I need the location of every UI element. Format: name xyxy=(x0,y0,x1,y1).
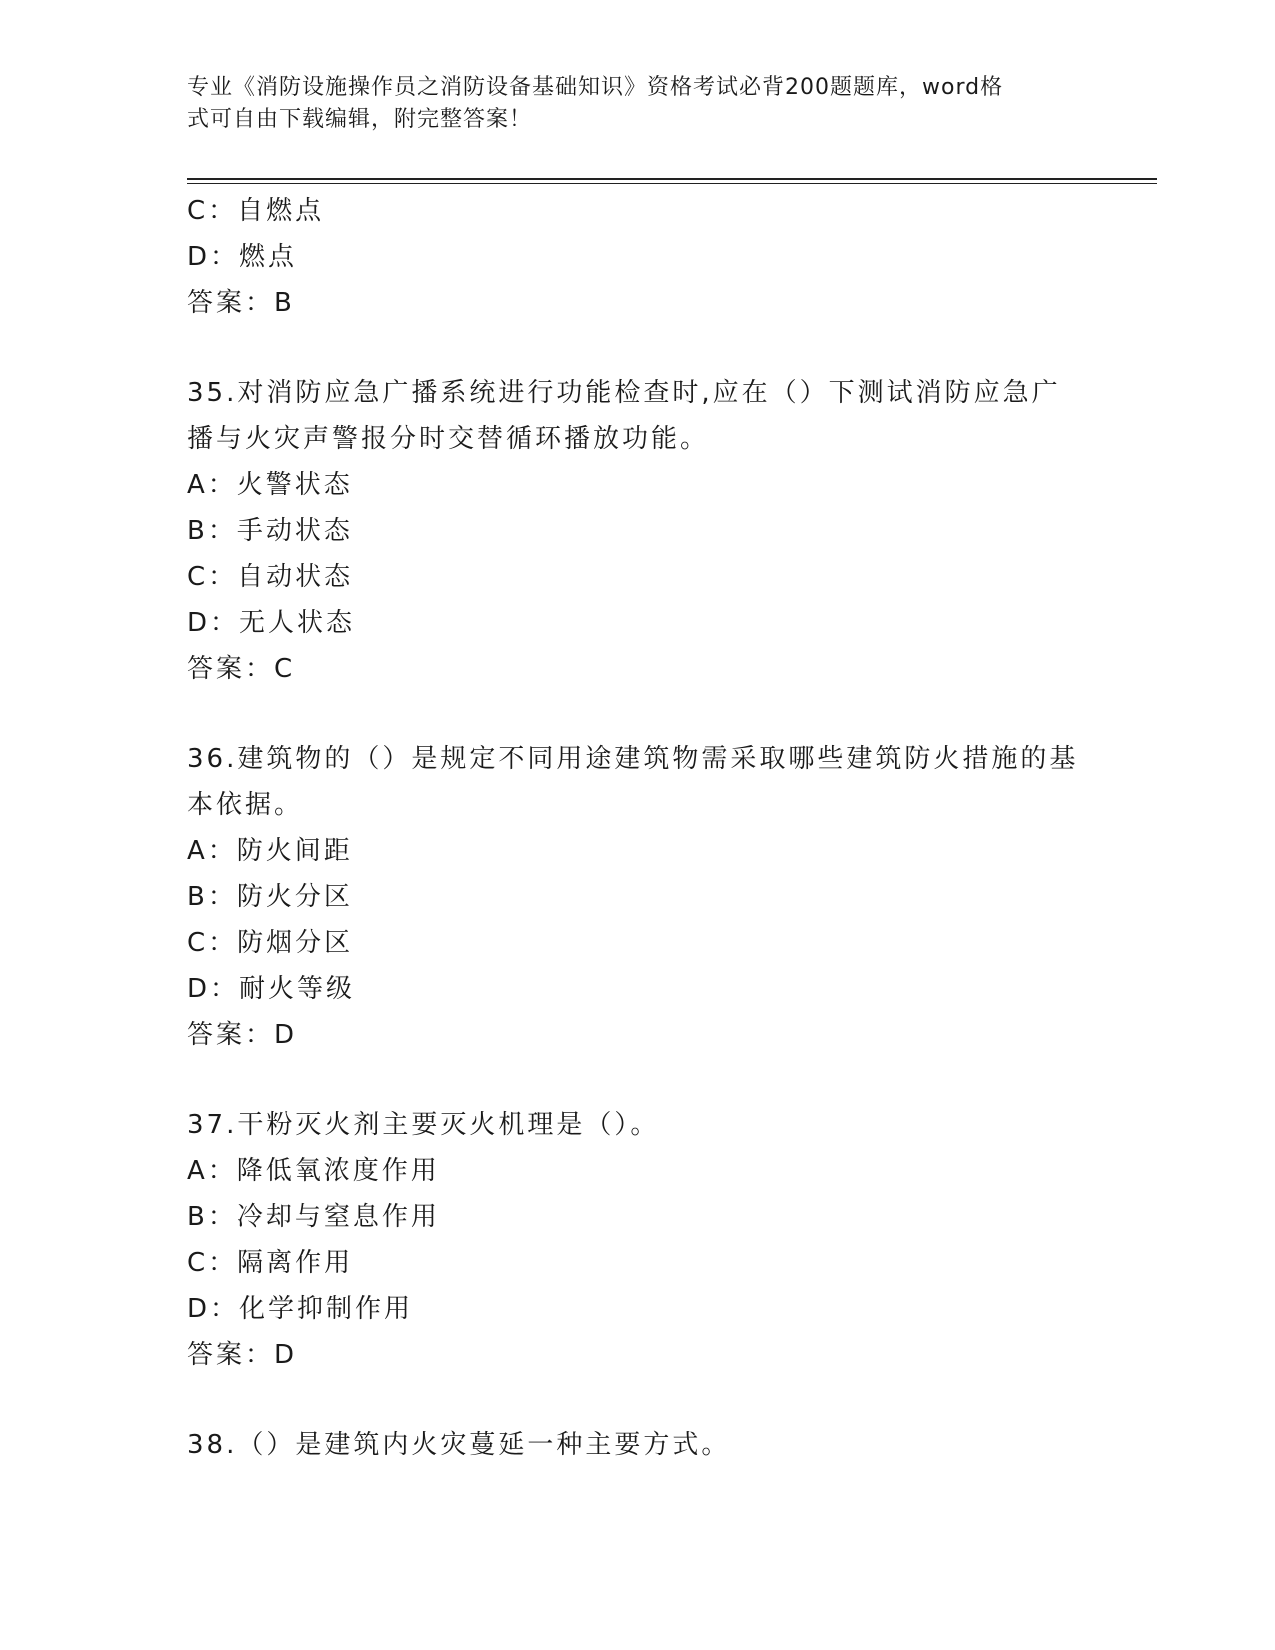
answer-line: 答案：B xyxy=(187,288,295,318)
option-a: A：降低氧浓度作用 xyxy=(187,1156,440,1186)
option-d: D：燃点 xyxy=(187,242,298,272)
question-list xyxy=(187,188,1087,1468)
header-line-2: 式可自由下载编辑，附完整答案！ xyxy=(187,107,533,132)
option-c: C：自动状态 xyxy=(187,562,354,592)
option-b: B：手动状态 xyxy=(187,516,353,546)
option-c: C：自燃点 xyxy=(187,196,325,226)
question-stem: 38.（）是建筑内火灾蔓延一种主要方式。 xyxy=(187,1430,731,1460)
option-b: B：冷却与窒息作用 xyxy=(187,1202,440,1232)
option-a: A：防火间距 xyxy=(187,836,353,866)
option-c: C：防烟分区 xyxy=(187,928,354,958)
question-37 xyxy=(187,1102,1087,1378)
header-divider-thin xyxy=(187,183,1157,184)
question-stem: 35.对消防应急广播系统进行功能检查时,应在（）下测试消防应急广 xyxy=(187,378,1061,408)
answer-line: 答案：C xyxy=(187,654,296,684)
header-line-1: 专业《消防设施操作员之消防设备基础知识》资格考试必背200题题库，word格 xyxy=(187,75,1004,100)
question-stem: 37.干粉灭火剂主要灭火机理是（）。 xyxy=(187,1110,660,1140)
header-divider-thick xyxy=(187,178,1157,180)
option-d: D：耐火等级 xyxy=(187,974,356,1004)
option-a: A：火警状态 xyxy=(187,470,353,500)
option-c: C：隔离作用 xyxy=(187,1248,354,1278)
question-36 xyxy=(187,736,1087,1058)
answer-line: 答案：D xyxy=(187,1340,298,1370)
option-d: D：无人状态 xyxy=(187,608,356,638)
question-35 xyxy=(187,370,1087,692)
question-38 xyxy=(187,1422,1087,1468)
question-stem: 播与火灾声警报分时交替循环播放功能。 xyxy=(187,424,710,454)
option-d: D：化学抑制作用 xyxy=(187,1294,414,1324)
question-stem: 本依据。 xyxy=(187,790,304,820)
question-34-tail xyxy=(187,188,1087,326)
question-stem: 36.建筑物的（）是规定不同用途建筑物需采取哪些建筑防火措施的基 xyxy=(187,744,1079,774)
document-header xyxy=(187,72,1087,136)
option-b: B：防火分区 xyxy=(187,882,353,912)
answer-line: 答案：D xyxy=(187,1020,298,1050)
